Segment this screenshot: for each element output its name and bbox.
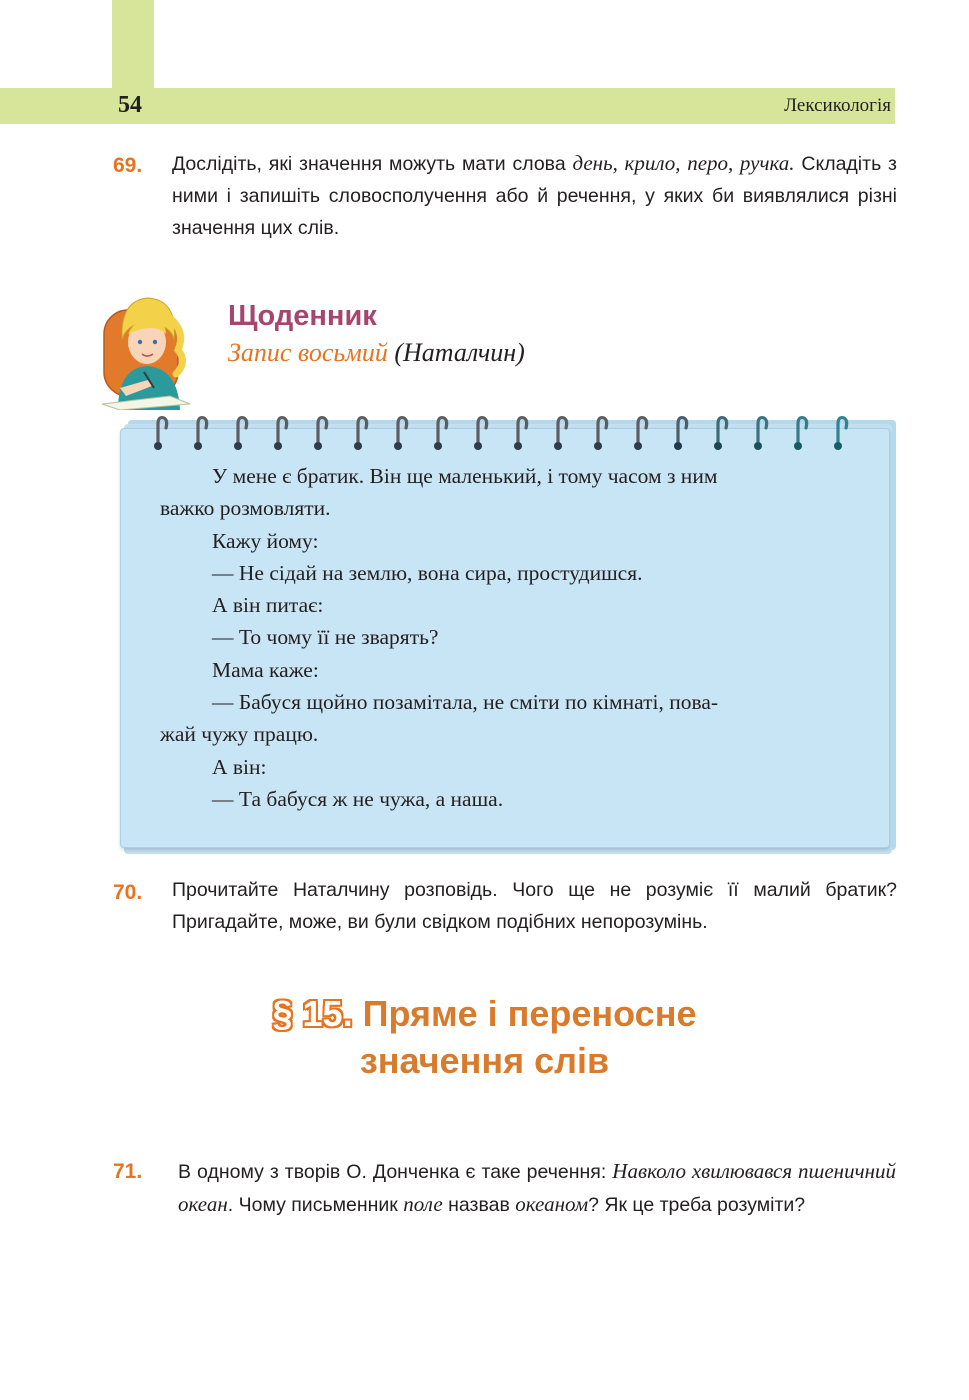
diary-line: — Та бабуся ж не чужа, а наша. <box>212 786 504 811</box>
girl-writing-illustration <box>100 292 192 410</box>
diary-title: Щоденник <box>228 300 377 332</box>
diary-line: Кажу йому: <box>212 528 319 553</box>
task-number: 69. <box>113 154 143 177</box>
word-italic: океаном <box>515 1192 589 1216</box>
paragraph-number: § 15. <box>272 993 353 1034</box>
diary-line: У мене є братик. Він ще маленький, і тому часом з ним <box>212 464 718 488</box>
diary-line: важко розмовляти. <box>160 496 331 521</box>
task-text: Прочитайте Наталчину розповідь. Чого ще не розуміє її малий братик? Пригадайте, може, ви були свідком подібних непорозумінь. <box>172 879 897 933</box>
task-text: В одному з творів О. Донченка є таке речення: Навколо хвилювався пшеничний океан. Чому письменник поле назвав океаном? Як це треба розуміти? <box>178 1159 897 1216</box>
task-words-italic: день, крило, перо, ручка. <box>572 151 795 175</box>
paragraph-heading <box>0 990 969 1084</box>
diary-entry-text <box>160 460 850 815</box>
diary-line: Мама каже: <box>212 657 319 682</box>
task-text: Дослідіть, які значення можуть мати слова день, крило, перо, ручка. Складіть з ними і запишіть словосполучення або й речення, у яких би виявлялися різні значення цих слів. <box>172 151 897 239</box>
diary-subtitle: Запис восьмий (Наталчин) <box>228 338 525 367</box>
quote-italic: Навколо хвилювався пшеничний океан <box>178 1159 897 1216</box>
task-number: 71. <box>113 1160 143 1183</box>
diary-line: А він питає: <box>212 593 324 618</box>
paragraph-title-line2: значення слів <box>359 1040 610 1081</box>
spiral-binding-icon <box>146 414 866 454</box>
diary-line: — То чому її не зварять? <box>212 625 439 650</box>
word-italic: поле <box>403 1192 443 1216</box>
section-title: Лексикологія <box>784 95 891 116</box>
task-number: 70. <box>113 881 143 904</box>
paragraph-title-line1: Пряме і переносне <box>362 993 697 1034</box>
diary-line: — Бабуся щойно позамітала, не сміти по кімнаті, пова- <box>212 690 719 715</box>
page-number: 54 <box>118 92 142 118</box>
diary-line: А він: <box>212 754 267 779</box>
diary-line: — Не сідай на землю, вона сира, простудишся. <box>212 560 643 585</box>
diary-line: жай чужу працю. <box>160 722 319 747</box>
